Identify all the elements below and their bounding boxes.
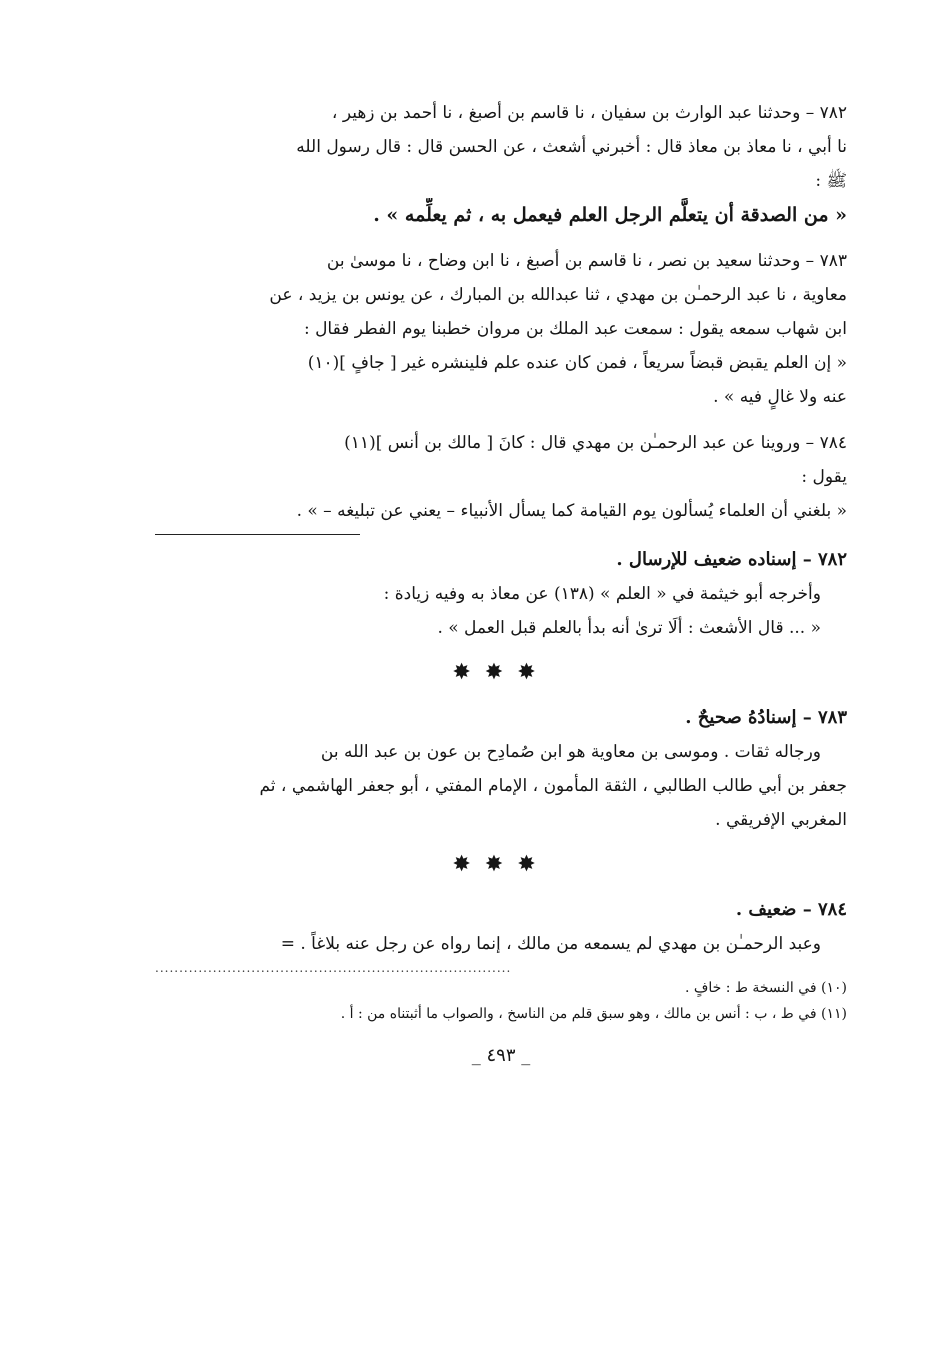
star-ornament-divider: ✸✸✸	[452, 852, 550, 877]
hadith-782	[155, 96, 847, 232]
text-line: يقول :	[801, 467, 847, 487]
page-body	[155, 96, 847, 1066]
text-line: « بلغني أن العلماء يُسألون يوم القيامة كما يسأل الأنبياء – يعني عن تبليغه – » .	[296, 501, 847, 521]
commentary-heading: ٧٨٢ – إسناده ضعيف للإرسال .	[616, 549, 847, 570]
star-ornament-divider: ✸✸✸	[452, 660, 550, 685]
text-line: « إن العلم يقبض قبضاً سريعاً ، فمن كان عنده علم فلينشره غير [ جافٍ ](١٠)	[307, 353, 847, 373]
page-number: _ ٤٩٣ _	[471, 1045, 531, 1066]
footnote: (١٠) في النسخة ط : خافٍ .	[685, 980, 847, 996]
text-line: وعبد الرحمـٰن بن مهدي لم يسمعه من مالك ، إنما رواه عن رجل عنه بلاغاً . =	[280, 934, 821, 954]
commentary-heading: ٧٨٤ – ضعيف .	[735, 899, 847, 920]
commentary-783	[155, 701, 847, 837]
footnotes	[155, 975, 847, 1027]
text-line: « ... قال الأشعث : ألَا ترىٰ أنه بدأ بالعلم قبل العمل » .	[437, 618, 821, 638]
text-line: ورجاله ثقات . وموسى بن معاوية هو ابن صُمادِح بن عون بن عبد الله بن	[320, 742, 821, 762]
text-line: المغربي الإفريقي .	[715, 810, 847, 830]
text-line: ٧٨٣ – وحدثنا سعيد بن نصر ، نا قاسم بن أصبغ ، نا ابن وضاح ، نا موسىٰ بن	[326, 251, 847, 271]
text-line: نا أبي ، نا معاذ بن معاذ قال : أخبرني أشعث ، عن الحسن قال : قال رسول الله	[296, 137, 847, 157]
hadith-784	[155, 426, 847, 528]
hadith-783	[155, 244, 847, 414]
text-line: جعفر بن أبي طالب الطالبي ، الثقة المأمون ، الإمام المفتي ، أبو جعفر الهاشمي ، ثم	[259, 776, 847, 796]
text-line: ٧٨٢ – وحدثنا عبد الوارث بن سفيان ، نا قاسم بن أصبغ ، نا أحمد بن زهير ،	[331, 103, 847, 123]
text-line: ٧٨٤ – وروينا عن عبد الرحمـٰن بن مهدي قال : كانَ [ مالك بن أنس ](١١)	[344, 433, 847, 453]
text-line: معاوية ، نا عبد الرحمـٰن بن مهدي ، ثنا عبدالله بن المبارك ، عن يونس بن يزيد ، عن	[269, 285, 847, 305]
commentary-heading: ٧٨٣ – إسنادُهُ صحيحٌ .	[685, 707, 847, 728]
hadith-quote: « من الصدقة أن يتعلَّم الرجل العلم فيعمل به ، ثم يعلِّمه » .	[373, 204, 847, 226]
commentary-separator	[155, 534, 360, 535]
text-line: وأخرجه أبو خيثمة في « العلم » (١٣٨) عن معاذ به وفيه زيادة :	[383, 584, 821, 604]
footnote-dotted-separator: ..........................................................................	[155, 961, 512, 975]
commentary-782	[155, 543, 847, 645]
text-line: عنه ولا غالٍ فيه » .	[713, 387, 847, 407]
text-line: ابن شهاب سمعه يقول : سمعت عبد الملك بن مروان خطبنا يوم الفطر فقال :	[303, 319, 847, 339]
footnote: (١١) في ط ، ب : أنس بن مالك ، وهو سبق قلم من الناسخ ، والصواب ما أثبتناه من : أ .	[340, 1006, 847, 1022]
commentary-784	[155, 893, 847, 961]
text-line: ﷺ :	[815, 171, 847, 191]
